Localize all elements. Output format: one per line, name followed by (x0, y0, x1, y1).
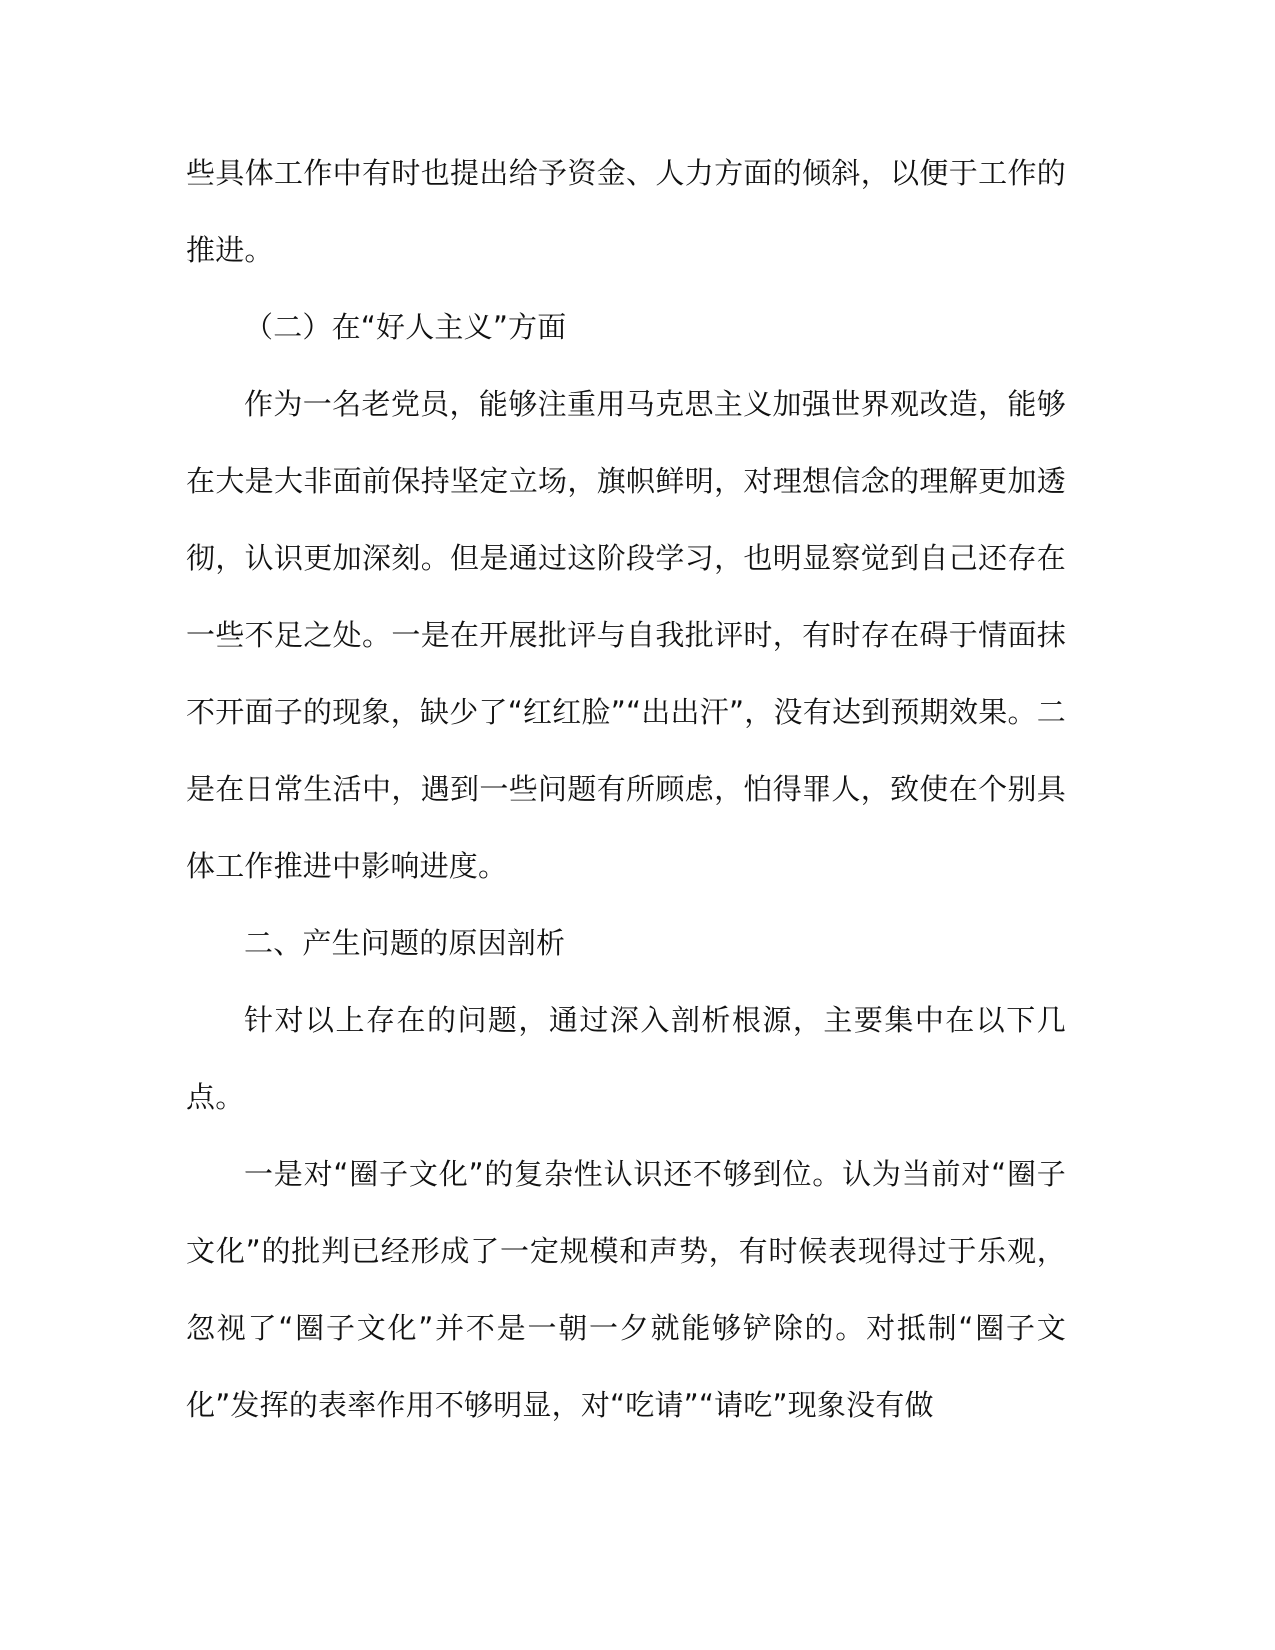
paragraph-circle-culture: 一是对“圈子文化”的复杂性认识还不够到位。认为当前对“圈子文化”的批判已经形成了一定规模和声势，有时候表现得过于乐观，忽视了“圈子文化”并不是一朝一夕就能够铲除的。对抵制“圈子文化”发挥的表率作用不够明显，对“吃请”“请吃”现象没有做 (186, 1157, 1066, 1422)
section-heading-good-person: （二）在“好人主义”方面 (244, 310, 567, 344)
paragraph-continuation: 些具体工作中有时也提出给予资金、人力方面的倾斜，以便于工作的推进。 (186, 156, 1066, 267)
document-body (186, 135, 1066, 1444)
paragraph-self-assessment: 作为一名老党员，能够注重用马克思主义加强世界观改造，能够在大是大非面前保持坚定立场，旗帜鲜明，对理想信念的理解更加透彻，认识更加深刻。但是通过这阶段学习，也明显察觉到自己还存在一些不足之处。一是在开展批评与自我批评时，有时存在碍于情面抹不开面子的现象，缺少了“红红脸”“出出汗”，没有达到预期效果。二是在日常生活中，遇到一些问题有所顾虑，怕得罪人，致使在个别具体工作推进中影响进度。 (186, 387, 1066, 883)
section-heading-cause-analysis: 二、产生问题的原因剖析 (244, 926, 566, 960)
paragraph-analysis-intro: 针对以上存在的问题，通过深入剖析根源，主要集中在以下几点。 (186, 1003, 1066, 1114)
